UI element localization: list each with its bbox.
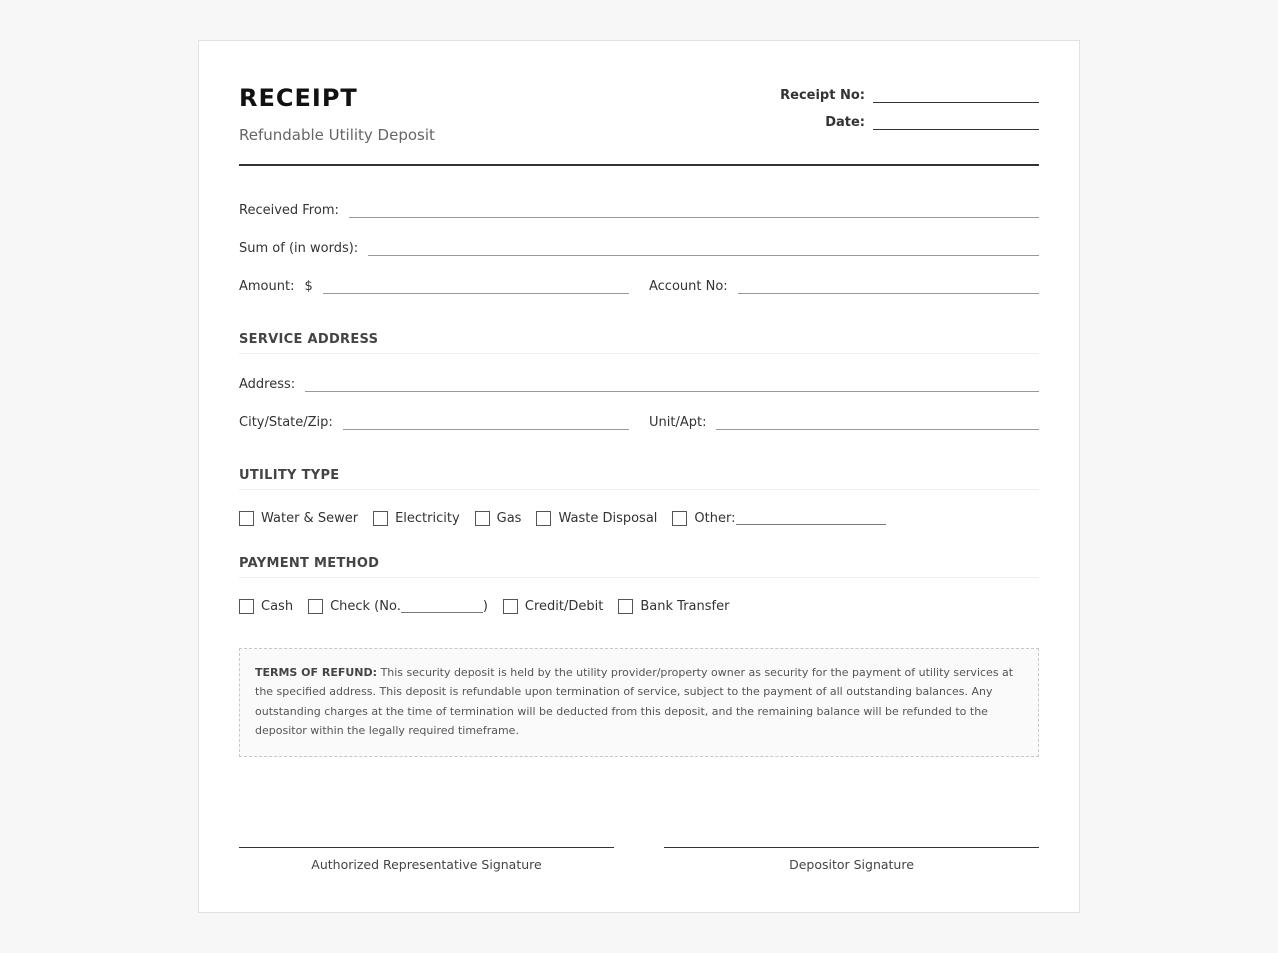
water-sewer-label: Water & Sewer [261, 510, 359, 526]
receipt-no-row [753, 87, 1039, 103]
payment-option-cash[interactable] [239, 599, 293, 614]
waste-disposal-label: Waste Disposal [558, 510, 658, 526]
date-row [753, 114, 1039, 130]
utility-type-options [239, 508, 1039, 528]
other-specify-field[interactable] [736, 511, 886, 525]
receipt-content [239, 41, 1039, 912]
electricity-label: Electricity [395, 510, 460, 526]
amount-group [239, 279, 629, 294]
city-state-zip-label: City/State/Zip: [239, 415, 333, 430]
date-field[interactable] [873, 114, 1039, 130]
payment-option-bank-transfer[interactable] [618, 599, 729, 614]
header-divider [239, 164, 1039, 166]
amount-field[interactable] [323, 280, 629, 294]
date-label: Date: [825, 115, 865, 130]
payment-method-options [239, 596, 1039, 616]
unit-apt-label: Unit/Apt: [649, 415, 707, 430]
unit-apt-field[interactable] [716, 416, 1039, 430]
sum-words-row [239, 236, 1039, 256]
receipt-no-field[interactable] [873, 87, 1039, 103]
waste-disposal-checkbox[interactable] [536, 511, 551, 526]
utility-option-waste-disposal[interactable] [536, 511, 657, 526]
received-from-row [239, 198, 1039, 218]
gas-label: Gas [496, 510, 522, 526]
other-checkbox[interactable] [672, 511, 687, 526]
check-label: Check (No. [330, 598, 401, 614]
gas-checkbox[interactable] [475, 511, 490, 526]
credit-debit-label: Credit/Debit [524, 598, 604, 614]
receipt-no-label: Receipt No: [780, 88, 865, 103]
utility-option-gas[interactable] [475, 511, 522, 526]
depositor-signature-label: Depositor Signature [789, 857, 914, 872]
cash-label: Cash [261, 598, 294, 614]
terms-body: This security deposit is held by the utility provider/property owner as security for the payment of utility services at the specified address. This deposit is refundable upon termination of service, subject to the payment of all outstanding balances. Any outstanding charges at the time of termination will be deducted from this deposit, and the remaining balance will be refunded to the depositor within the legally required timeframe. [255, 666, 1014, 738]
received-from-field[interactable] [349, 204, 1039, 218]
check-checkbox[interactable] [308, 599, 323, 614]
account-group [649, 279, 1039, 294]
check-number-field[interactable] [401, 599, 483, 613]
sum-words-field[interactable] [368, 242, 1039, 256]
sum-words-label: Sum of (in words): [239, 241, 359, 256]
service-address-title: SERVICE ADDRESS [239, 332, 1039, 354]
depositor-signature-line[interactable] [664, 847, 1039, 872]
account-no-label: Account No: [649, 279, 728, 294]
utility-option-electricity[interactable] [373, 511, 460, 526]
account-no-field[interactable] [738, 280, 1039, 294]
address-label: Address: [239, 377, 296, 392]
receipt-paper [198, 40, 1080, 913]
city-unit-row [239, 410, 1039, 430]
utility-type-title: UTILITY TYPE [239, 468, 1039, 490]
payment-method-title: PAYMENT METHOD [239, 556, 1039, 578]
receipt-title: RECEIPT [239, 84, 358, 112]
bank-transfer-checkbox[interactable] [618, 599, 633, 614]
city-state-zip-field[interactable] [343, 416, 629, 430]
amount-label: Amount: [239, 279, 295, 294]
electricity-checkbox[interactable] [373, 511, 388, 526]
received-from-label: Received From: [239, 203, 339, 218]
authorized-signature-label: Authorized Representative Signature [311, 857, 542, 872]
currency-symbol: $ [304, 279, 313, 294]
payment-option-check[interactable] [308, 599, 488, 614]
city-state-zip-group [239, 415, 629, 430]
terms-of-refund-box [239, 648, 1039, 757]
authorized-signature-line[interactable] [239, 847, 614, 872]
other-label: Other: [694, 510, 736, 526]
address-field[interactable] [305, 378, 1039, 392]
utility-option-water-sewer[interactable] [239, 511, 358, 526]
utility-option-other[interactable] [672, 511, 885, 526]
terms-heading: TERMS OF REFUND: [255, 666, 378, 679]
amount-account-row [239, 274, 1039, 294]
credit-debit-checkbox[interactable] [503, 599, 518, 614]
check-close-paren: ) [482, 598, 488, 614]
bank-transfer-label: Bank Transfer [640, 598, 730, 614]
receipt-subtitle: Refundable Utility Deposit [239, 126, 435, 144]
water-sewer-checkbox[interactable] [239, 511, 254, 526]
unit-apt-group [649, 415, 1039, 430]
address-row [239, 372, 1039, 392]
payment-option-credit-debit[interactable] [503, 599, 603, 614]
cash-checkbox[interactable] [239, 599, 254, 614]
